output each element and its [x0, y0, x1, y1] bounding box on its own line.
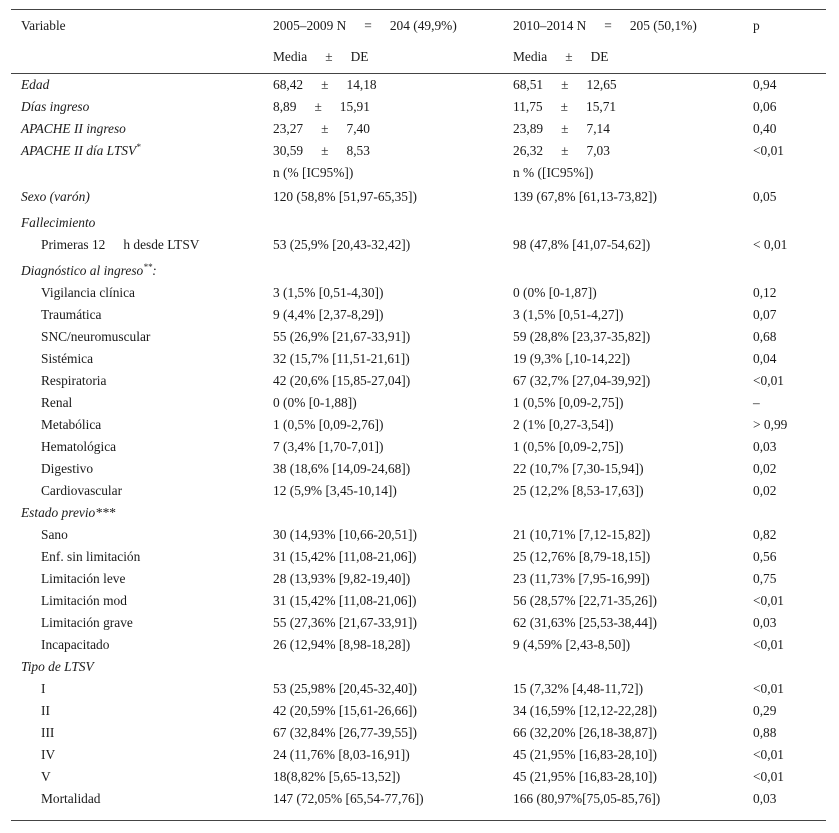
- row-label: [21, 74, 49, 96]
- mean-value: 8,89: [273, 99, 297, 114]
- p-value: <0,01: [753, 637, 784, 652]
- section-heading: [11, 656, 826, 678]
- p-value: 0,68: [753, 329, 777, 344]
- group1-value: 9 (4,4% [2,37-8,29]): [273, 307, 384, 322]
- row-label-text: Edad: [21, 77, 50, 92]
- row-label: V: [41, 769, 51, 784]
- row-label: SNC/neuromuscular: [41, 329, 151, 344]
- row-label: Cardiovascular: [41, 483, 123, 498]
- group2-value: 45 (21,95% [16,83-28,10]): [513, 769, 657, 784]
- group1-value: 1 (0,5% [0,09-2,76]): [273, 417, 384, 432]
- group2-value: 9 (4,59% [2,43-8,50]): [513, 637, 631, 652]
- table-row: [11, 766, 826, 788]
- table-row: [11, 326, 826, 348]
- row-label: Hematológica: [41, 439, 117, 454]
- row-label-text: APACHE II día LTSV: [21, 143, 137, 158]
- sd-value: 15,91: [339, 99, 370, 114]
- plus-minus: ±: [321, 143, 329, 158]
- mean-value: 23,89: [513, 121, 544, 136]
- mean-value: 23,27: [273, 121, 304, 136]
- row-label: Traumática: [41, 307, 102, 322]
- row-label-text: h desde LTSV: [123, 237, 200, 252]
- p-value: 0,40: [753, 121, 777, 136]
- table-bottom-rule: [11, 820, 826, 821]
- header-subrow: [11, 46, 826, 68]
- row-label: IV: [41, 747, 56, 762]
- mean-value: 68,42: [273, 77, 304, 92]
- p-value: 0,02: [753, 461, 777, 476]
- section-label: Fallecimiento: [21, 215, 96, 230]
- group1-value: 18(8,82% [5,65-13,52]): [273, 769, 401, 784]
- table-row: [11, 788, 826, 810]
- group1-value: 32 (15,7% [11,51-21,61]): [273, 351, 410, 366]
- plus-minus: ±: [321, 121, 329, 136]
- row-label: Metabólica: [41, 417, 102, 432]
- table-row: [11, 282, 826, 304]
- group2-value: 45 (21,95% [16,83-28,10]): [513, 747, 657, 762]
- group1-value: 26 (12,94% [8,98-18,28]): [273, 637, 411, 652]
- group1-value: 120 (58,8% [51,97-65,35]): [273, 189, 417, 204]
- group1-value: 0 (0% [0-1,88]): [273, 395, 357, 410]
- row-label: Enf. sin limitación: [41, 549, 141, 564]
- table-row: [11, 634, 826, 656]
- table-row: [11, 546, 826, 568]
- mean-value: 68,51: [513, 77, 544, 92]
- section-label: [21, 260, 157, 282]
- sd-value: 7,40: [346, 121, 370, 136]
- table-row: [11, 436, 826, 458]
- group2-value: 1 (0,5% [0,09-2,75]): [513, 395, 624, 410]
- group2-format-label: n % ([IC95%]): [513, 165, 594, 180]
- section-label: Tipo de LTSV: [21, 659, 94, 674]
- plus-minus: ±: [314, 99, 322, 114]
- p-value: 0,75: [753, 571, 777, 586]
- group1-value: 7 (3,4% [1,70-7,01]): [273, 439, 384, 454]
- group2-value: 2 (1% [0,27-3,54]): [513, 417, 614, 432]
- group2-value: [513, 96, 616, 118]
- table-row: [11, 234, 826, 256]
- table-row: [11, 414, 826, 436]
- table-row: [11, 370, 826, 392]
- plus-minus: ±: [561, 121, 569, 136]
- table-row: [11, 700, 826, 722]
- group1-value: 31 (15,42% [11,08-21,06]): [273, 549, 417, 564]
- p-value: 0,07: [753, 307, 777, 322]
- p-value: < 0,01: [753, 237, 788, 252]
- group2-value: [513, 140, 610, 162]
- row-label: III: [41, 725, 55, 740]
- p-value: 0,05: [753, 189, 777, 204]
- table-row: [11, 590, 826, 612]
- group2-value: 25 (12,76% [8,79-18,15]): [513, 549, 651, 564]
- group1-value: 31 (15,42% [11,08-21,06]): [273, 593, 417, 608]
- p-value: <0,01: [753, 373, 784, 388]
- col-p-header: p: [753, 18, 760, 33]
- footnote-mark: *: [136, 142, 141, 152]
- group2-value: 34 (16,59% [12,12-22,28]): [513, 703, 657, 718]
- table-row: [11, 74, 826, 96]
- table-row: [11, 140, 826, 162]
- group2-value: 22 (10,7% [7,30-15,94]): [513, 461, 644, 476]
- p-value: <0,01: [753, 769, 784, 784]
- col-variable-header: Variable: [21, 18, 66, 33]
- row-label: Sano: [41, 527, 68, 542]
- row-label: Limitación leve: [41, 571, 126, 586]
- col-group2-header: 2010–2014 N = 205 (50,1%): [513, 18, 697, 33]
- row-label-text: Primeras 12: [41, 237, 106, 252]
- group1-value: 3 (1,5% [0,51-4,30]): [273, 285, 384, 300]
- group2-value: 67 (32,7% [27,04-39,92]): [513, 373, 651, 388]
- group2-value: 19 (9,3% [,10-14,22]): [513, 351, 631, 366]
- group1-value: 30 (14,93% [10,66-20,51]): [273, 527, 417, 542]
- row-label: [21, 96, 89, 118]
- group1-value: 67 (32,84% [26,77-39,55]): [273, 725, 417, 740]
- plus-minus: ±: [561, 143, 569, 158]
- group2-value: 21 (10,71% [7,12-15,82]): [513, 527, 651, 542]
- p-value: 0,94: [753, 77, 777, 92]
- p-value: 0,88: [753, 725, 777, 740]
- table-row: [11, 480, 826, 502]
- group1-value: 55 (26,9% [21,67-33,91]): [273, 329, 411, 344]
- group2-value: 139 (67,8% [61,13-73,82]): [513, 189, 657, 204]
- group1-value: 42 (20,59% [15,61-26,66]): [273, 703, 417, 718]
- row-label-text: Días ingreso: [21, 99, 90, 114]
- group2-value: 25 (12,2% [8,53-17,63]): [513, 483, 644, 498]
- mean-value: 11,75: [513, 99, 543, 114]
- table-row: [11, 304, 826, 326]
- table-top-rule: [11, 9, 826, 10]
- row-label: Limitación grave: [41, 615, 133, 630]
- plus-minus: ±: [560, 99, 568, 114]
- group2-value: 15 (7,32% [4,48-11,72]): [513, 681, 644, 696]
- plus-minus: ±: [561, 77, 569, 92]
- section-heading: [11, 260, 826, 282]
- p-value: <0,01: [753, 747, 784, 762]
- col-group1-header: 2005–2009 N = 204 (49,9%): [273, 18, 457, 33]
- colon: :: [152, 263, 157, 278]
- row-label: I: [41, 681, 46, 696]
- group1-value: [273, 74, 377, 96]
- group1-value: 53 (25,9% [20,43-32,42]): [273, 237, 411, 252]
- mean-value: 26,32: [513, 143, 544, 158]
- sd-value: 12,65: [586, 77, 617, 92]
- table-row: [11, 678, 826, 700]
- p-value: <0,01: [753, 681, 784, 696]
- row-label: Sexo (varón): [21, 189, 90, 204]
- group2-value: [513, 74, 617, 96]
- group1-value: [273, 118, 370, 140]
- table-row: [11, 96, 826, 118]
- table-row: [11, 392, 826, 414]
- sd-value: 14,18: [346, 77, 377, 92]
- row-label: Vigilancia clínica: [41, 285, 136, 300]
- p-value: 0,04: [753, 351, 777, 366]
- group1-value: 53 (25,98% [20,45-32,40]): [273, 681, 417, 696]
- row-label: Limitación mod: [41, 593, 127, 608]
- group1-format-label: n (% [IC95%]): [273, 165, 354, 180]
- group2-value: 3 (1,5% [0,51-4,27]): [513, 307, 624, 322]
- row-label: [21, 140, 141, 162]
- header-row: [11, 15, 826, 37]
- group1-value: 12 (5,9% [3,45-10,14]): [273, 483, 397, 498]
- row-label: Digestivo: [41, 461, 94, 476]
- p-value: –: [753, 395, 760, 410]
- group1-value: [273, 96, 370, 118]
- sd-value: 15,71: [586, 99, 617, 114]
- group1-value: 55 (27,36% [21,67-33,91]): [273, 615, 417, 630]
- group2-value: 66 (32,20% [26,18-38,87]): [513, 725, 657, 740]
- group2-value: 0 (0% [0-1,87]): [513, 285, 597, 300]
- p-value: <0,01: [753, 143, 784, 158]
- row-label: Sistémica: [41, 351, 94, 366]
- section-label-text: Diagnóstico al ingreso: [21, 263, 144, 278]
- table-row: [11, 524, 826, 546]
- p-value: <0,01: [753, 593, 784, 608]
- table-row: [11, 118, 826, 140]
- row-label: Incapacitado: [41, 637, 110, 652]
- group1-value: 42 (20,6% [15,85-27,04]): [273, 373, 411, 388]
- group2-value: 98 (47,8% [41,07-54,62]): [513, 237, 651, 252]
- section-heading: [11, 212, 826, 234]
- group1-value: 28 (13,93% [9,82-19,40]): [273, 571, 411, 586]
- mean-value: 30,59: [273, 143, 304, 158]
- sd-value: 7,03: [586, 143, 610, 158]
- p-value: 0,29: [753, 703, 777, 718]
- p-value: 0,03: [753, 791, 777, 806]
- row-label: Mortalidad: [41, 791, 101, 806]
- row-label: Renal: [41, 395, 73, 410]
- row-label: [21, 118, 126, 140]
- group2-value: 56 (28,57% [22,71-35,26]): [513, 593, 657, 608]
- p-value: 0,12: [753, 285, 777, 300]
- group2-value: 23 (11,73% [7,95-16,99]): [513, 571, 650, 586]
- p-value: 0,06: [753, 99, 777, 114]
- p-value: 0,56: [753, 549, 777, 564]
- table-subheader-row: [11, 162, 826, 184]
- group2-value: 62 (31,63% [25,53-38,44]): [513, 615, 657, 630]
- footnote-mark: **: [143, 262, 153, 272]
- group2-value: [513, 118, 610, 140]
- table-row: [11, 348, 826, 370]
- group1-value: [273, 140, 370, 162]
- group1-stat-header: Media ± DE: [273, 49, 369, 64]
- sd-value: 7,14: [586, 121, 610, 136]
- p-value: 0,02: [753, 483, 777, 498]
- sd-value: 8,53: [346, 143, 370, 158]
- row-label: Respiratoria: [41, 373, 107, 388]
- group2-value: 1 (0,5% [0,09-2,75]): [513, 439, 624, 454]
- table-row: [11, 612, 826, 634]
- group1-value: 147 (72,05% [65,54-77,76]): [273, 791, 424, 806]
- group1-value: 24 (11,76% [8,03-16,91]): [273, 747, 410, 762]
- group1-value: 38 (18,6% [14,09-24,68]): [273, 461, 411, 476]
- plus-minus: ±: [321, 77, 329, 92]
- group2-stat-header: Media ± DE: [513, 49, 609, 64]
- table-row: [11, 568, 826, 590]
- p-value: 0,03: [753, 615, 777, 630]
- table-row: [11, 458, 826, 480]
- group2-value: 59 (28,8% [23,37-35,82]): [513, 329, 651, 344]
- table-row: [11, 744, 826, 766]
- row-label: II: [41, 703, 50, 718]
- table-row: [11, 722, 826, 744]
- p-value: > 0,99: [753, 417, 788, 432]
- section-label: Estado previo***: [21, 505, 116, 520]
- section-heading: [11, 502, 826, 524]
- p-value: 0,82: [753, 527, 777, 542]
- p-value: 0,03: [753, 439, 777, 454]
- row-label-text: APACHE II ingreso: [21, 121, 126, 136]
- group2-value: 166 (80,97%[75,05-85,76]): [513, 791, 661, 806]
- table-row: [11, 186, 826, 208]
- row-label: [41, 234, 199, 256]
